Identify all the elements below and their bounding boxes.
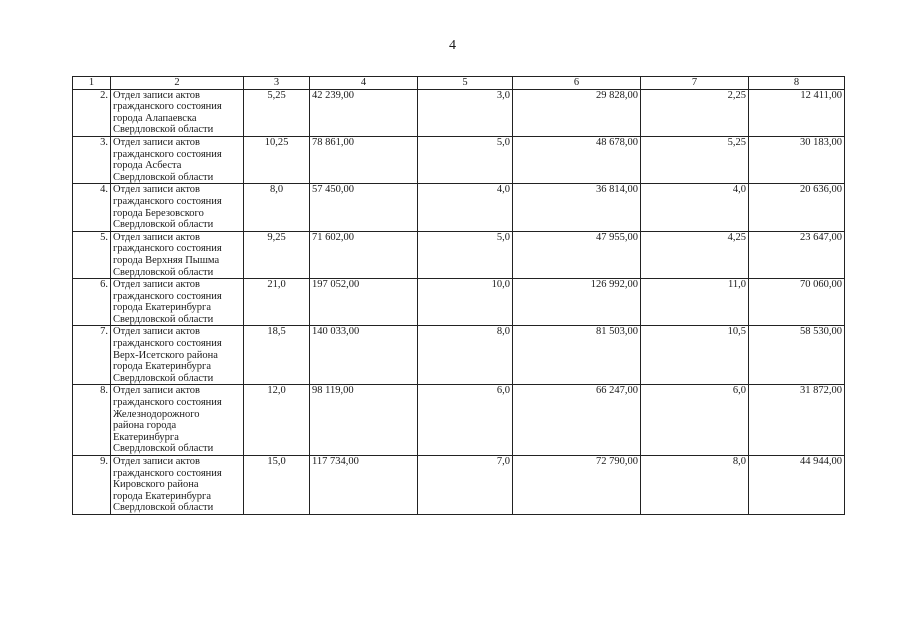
office-name-line: Отдел записи актов (113, 184, 200, 196)
cell-col-3: 9,25 (244, 231, 310, 278)
header-cell: 6 (513, 77, 641, 90)
cell-col-8: 30 183,00 (749, 136, 845, 183)
cell-col-3: 8,0 (244, 184, 310, 231)
office-name-line: Отдел записи актов (113, 89, 200, 101)
cell-col-6: 72 790,00 (513, 456, 641, 515)
office-name (111, 456, 244, 515)
office-name (111, 326, 244, 385)
cell-col-3: 5,25 (244, 89, 310, 136)
cell-col-6: 48 678,00 (513, 136, 641, 183)
cell-col-3: 12,0 (244, 385, 310, 456)
cell-col-5: 10,0 (418, 279, 513, 326)
office-name (111, 184, 244, 231)
header-cell: 4 (310, 77, 418, 90)
cell-col-7: 5,25 (641, 136, 749, 183)
cell-col-7: 2,25 (641, 89, 749, 136)
office-name (111, 231, 244, 278)
cell-col-5: 4,0 (418, 184, 513, 231)
office-name-line: города Асбеста (113, 160, 182, 172)
row-index: 6. (73, 279, 111, 326)
cell-col-3: 10,25 (244, 136, 310, 183)
office-name-line: Отдел записи актов (113, 326, 200, 338)
office-name-line: района города (113, 420, 177, 432)
header-row (73, 77, 845, 90)
office-name-line: Свердловской области (113, 171, 214, 183)
cell-col-8: 12 411,00 (749, 89, 845, 136)
office-name-line: Верх-Исетского района (113, 349, 218, 361)
data-table (72, 76, 845, 515)
cell-col-8: 44 944,00 (749, 456, 845, 515)
cell-col-8: 31 872,00 (749, 385, 845, 456)
office-name-line: гражданского состояния (113, 397, 222, 409)
table-row (73, 231, 845, 278)
cell-col-5: 5,0 (418, 136, 513, 183)
cell-col-6: 126 992,00 (513, 279, 641, 326)
cell-col-7: 8,0 (641, 456, 749, 515)
cell-col-4: 117 734,00 (310, 456, 418, 515)
cell-col-7: 4,0 (641, 184, 749, 231)
cell-col-6: 47 955,00 (513, 231, 641, 278)
table-row (73, 136, 845, 183)
office-name-line: Екатеринбурга (113, 431, 179, 443)
header-cell: 5 (418, 77, 513, 90)
office-name-line: Отдел записи актов (113, 456, 200, 467)
office-name (111, 279, 244, 326)
office-name-line: Свердловской области (113, 124, 214, 136)
cell-col-5: 7,0 (418, 456, 513, 515)
office-name-line: гражданского состояния (113, 243, 222, 255)
cell-col-8: 70 060,00 (749, 279, 845, 326)
table-row (73, 279, 845, 326)
table-row (73, 89, 845, 136)
page-number: 4 (449, 38, 456, 53)
office-name-line: Железнодорожного (113, 408, 200, 420)
cell-col-4: 42 239,00 (310, 89, 418, 136)
cell-col-4: 78 861,00 (310, 136, 418, 183)
row-index: 2. (73, 89, 111, 136)
header-cell: 7 (641, 77, 749, 90)
office-name-line: гражданского состояния (113, 195, 222, 207)
office-name-line: города Алапаевска (113, 112, 197, 124)
office-name-line: гражданского состояния (113, 101, 222, 113)
office-name-line: Отдел записи актов (113, 136, 200, 148)
office-name-line: гражданского состояния (113, 148, 222, 160)
cell-col-5: 8,0 (418, 326, 513, 385)
office-name-line: Свердловской области (113, 219, 214, 231)
cell-col-8: 20 636,00 (749, 184, 845, 231)
cell-col-7: 4,25 (641, 231, 749, 278)
row-index: 9. (73, 456, 111, 515)
cell-col-6: 66 247,00 (513, 385, 641, 456)
header-cell: 8 (749, 77, 845, 90)
office-name-line: Свердловской области (113, 372, 214, 384)
cell-col-4: 71 602,00 (310, 231, 418, 278)
table-row (73, 456, 845, 515)
cell-col-4: 98 119,00 (310, 385, 418, 456)
office-name-line: Отдел записи актов (113, 231, 200, 243)
table-row (73, 184, 845, 231)
cell-col-5: 3,0 (418, 89, 513, 136)
office-name-line: города Верхняя Пышма (113, 254, 220, 266)
row-index: 7. (73, 326, 111, 385)
office-name-line: Кировского района (113, 479, 199, 491)
cell-col-7: 6,0 (641, 385, 749, 456)
office-name-line: города Екатеринбурга (113, 302, 212, 314)
office-name-line: города Екатеринбурга (113, 490, 212, 502)
cell-col-4: 57 450,00 (310, 184, 418, 231)
office-name-line: Свердловской области (113, 313, 214, 325)
row-index: 5. (73, 231, 111, 278)
cell-col-4: 197 052,00 (310, 279, 418, 326)
table-row (73, 326, 845, 385)
cell-col-7: 10,5 (641, 326, 749, 385)
office-name-line: Свердловской области (113, 443, 214, 455)
office-name-line: Свердловской области (113, 502, 214, 514)
header-cell: 1 (73, 77, 111, 90)
office-name-line: города Екатеринбурга (113, 361, 212, 373)
office-name (111, 385, 244, 456)
office-name-line: Свердловской области (113, 266, 214, 278)
office-name-line: гражданского состояния (113, 338, 222, 350)
row-index: 4. (73, 184, 111, 231)
cell-col-8: 23 647,00 (749, 231, 845, 278)
office-name-line: Отдел записи актов (113, 279, 200, 291)
office-name-line: гражданского состояния (113, 290, 222, 302)
cell-col-3: 15,0 (244, 456, 310, 515)
cell-col-3: 21,0 (244, 279, 310, 326)
row-index: 3. (73, 136, 111, 183)
cell-col-7: 11,0 (641, 279, 749, 326)
cell-col-5: 5,0 (418, 231, 513, 278)
cell-col-6: 81 503,00 (513, 326, 641, 385)
cell-col-6: 36 814,00 (513, 184, 641, 231)
cell-col-5: 6,0 (418, 385, 513, 456)
office-name-line: города Березовского (113, 207, 204, 219)
cell-col-3: 18,5 (244, 326, 310, 385)
header-cell: 3 (244, 77, 310, 90)
table-row (73, 385, 845, 456)
office-name (111, 89, 244, 136)
cell-col-8: 58 530,00 (749, 326, 845, 385)
cell-col-6: 29 828,00 (513, 89, 641, 136)
office-name (111, 136, 244, 183)
row-index: 8. (73, 385, 111, 456)
office-name-line: гражданского состояния (113, 467, 222, 479)
cell-col-4: 140 033,00 (310, 326, 418, 385)
office-name-line: Отдел записи актов (113, 385, 200, 397)
header-cell: 2 (111, 77, 244, 90)
